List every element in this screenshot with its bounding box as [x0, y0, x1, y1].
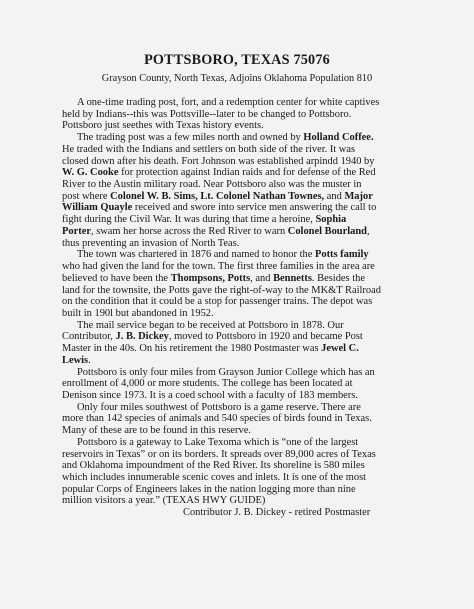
- text-run: Denison since 1973. It is a coed school with a faculty of 183 members.: [62, 389, 358, 401]
- text-line: [62, 437, 422, 449]
- text-line: [62, 425, 422, 437]
- text-run: enrollment of 4,000 or more students. The college has been located at: [62, 378, 353, 390]
- text-run: believed to have been the: [62, 272, 171, 284]
- bold-name: Sophia: [315, 214, 347, 226]
- text-run: and: [324, 190, 345, 202]
- bold-name: Colonel Bourland: [287, 225, 367, 237]
- contributor-signature: [62, 507, 422, 519]
- text-line: [62, 355, 422, 367]
- bold-name: Porter: [62, 225, 91, 237]
- text-run: fight during the Civil War. It was during that time a heroine,: [62, 214, 316, 226]
- text-line: [62, 378, 422, 390]
- text-run: Pottsboro is only four miles from Grayson Junior College which has an: [77, 366, 375, 378]
- text-line: [62, 226, 422, 238]
- text-run: thus preventing an invasion of North Teas.: [62, 237, 240, 249]
- text-line: [62, 97, 422, 109]
- page-subtitle: Grayson County, North Texas, Adjoins Oklahoma Population 810: [101, 73, 373, 84]
- bold-name: J. B. Dickey: [115, 331, 169, 343]
- text-line: [62, 449, 422, 461]
- text-line: [62, 495, 422, 507]
- bold-name: Lewis: [62, 354, 89, 366]
- text-run: land for the townsite, the Potts gave the right-of-way to the MK&T Railroad: [62, 284, 381, 296]
- text-line: [62, 191, 422, 203]
- article-body: [62, 97, 422, 519]
- page-title: POTTSBORO, TEXAS 75076: [144, 52, 330, 68]
- text-line: [62, 120, 422, 132]
- text-line: [62, 285, 422, 297]
- text-line: [62, 167, 422, 179]
- text-run: post where: [62, 190, 111, 202]
- text-line: [62, 484, 422, 496]
- text-run: and Oklahoma impoundment of the Red River. Its shoreline is 580 miles: [62, 460, 365, 472]
- text-line: [62, 390, 422, 402]
- text-run: reservoirs in Texas” or on its borders. It spreads over 89,000 acres of Texas: [62, 448, 376, 460]
- bold-name: Colonel W. B. Sims, Lt. Colonel Nathan Townes,: [110, 190, 325, 202]
- text-line: [62, 273, 422, 285]
- text-run: on the condition that it could be a stop for passenger trains. The depot was: [62, 296, 373, 308]
- text-line: [62, 413, 422, 425]
- text-run: popular Corps of Engineers lakes in the nation logging more than nine: [62, 483, 356, 495]
- text-line: [62, 460, 422, 472]
- text-run: A one-time trading post, fort, and a redemption center for white captives: [77, 97, 380, 108]
- text-line: [62, 249, 422, 261]
- text-run: Contributor,: [62, 331, 116, 343]
- text-run: who had given the land for the town. The first three families in the area are: [62, 261, 375, 273]
- text-run: Pottsboro just seethes with Texas history events.: [62, 120, 264, 132]
- text-line: [62, 109, 422, 121]
- text-line: [62, 472, 422, 484]
- text-line: [62, 331, 422, 343]
- text-run: The mail service began to be received at Pottsboro in 1878. Our: [77, 319, 344, 331]
- text-run: Many of these are to be found in this reserve.: [62, 425, 251, 437]
- text-line: [62, 261, 422, 273]
- text-line: [62, 343, 422, 355]
- text-line: [62, 296, 422, 308]
- text-run: held by Indians--this was Pottsville--later to be changed to Pottsboro.: [62, 108, 352, 120]
- text-run: which includes innumerable scenic coves and inlets. It is one of the most: [62, 472, 367, 483]
- bold-name: W. G. Cooke: [62, 167, 119, 179]
- text-run: He traded with the Indians and settlers on both side of the river. It was: [62, 143, 356, 155]
- text-run: , moved to Pottsboro in 1920 and became Post: [168, 331, 363, 343]
- text-run: ,: [366, 225, 370, 237]
- text-line: [62, 144, 422, 156]
- bold-name: Jewel C.: [321, 343, 359, 355]
- text-line: [62, 214, 422, 226]
- text-run: , swam her horse across the Red River to warn: [90, 225, 288, 237]
- text-line: [62, 238, 422, 250]
- text-line: [62, 308, 422, 320]
- text-run: .: [88, 354, 91, 366]
- text-line: [62, 320, 422, 332]
- bold-name: Thompsons, Potts: [170, 272, 251, 284]
- text-run: Contributor J. B. Dickey - retired Postmaster: [183, 507, 371, 519]
- text-run: The trading post was a few miles north and owned by: [77, 132, 304, 144]
- bold-name: Bennetts: [273, 272, 312, 284]
- text-line: [62, 179, 422, 191]
- bold-name: Major: [344, 190, 373, 202]
- text-line: [62, 202, 422, 214]
- text-line: [62, 367, 422, 379]
- text-run: The town was chartered in 1876 and named to honor the: [77, 249, 315, 261]
- bold-name: William Quayle: [62, 202, 133, 214]
- text-run: Pottsboro is a gateway to Lake Texoma which is “one of the largest: [77, 436, 359, 448]
- text-run: received and swore into service men answering the call to: [132, 202, 377, 214]
- bold-name: Holland Coffee.: [303, 132, 374, 144]
- text-line: [62, 132, 422, 144]
- text-run: for protection against Indian raids and for defense of the Red: [118, 167, 376, 179]
- text-run: River to the Austin military road. Near Pottsboro also was the muster in: [62, 179, 362, 191]
- text-run: built in 190l but abandoned in 1952.: [62, 307, 214, 319]
- text-run: . Besides the: [311, 272, 365, 284]
- text-run: more than 142 species of animals and 540 species of birds found in Texas.: [62, 413, 372, 425]
- text-run: closed down after his death. Fort Johnson was established arpindd 1940 by: [62, 155, 375, 167]
- text-run: million visitors a year.” (TEXAS HWY GUIDE): [62, 495, 266, 507]
- bold-name: Potts family: [314, 249, 369, 261]
- text-run: Master in the 40s. On his retirement the 1980 Postmaster was: [62, 343, 322, 355]
- text-line: [62, 156, 422, 168]
- text-run: Only four miles southwest of Pottsboro is a game reserve. There are: [77, 401, 361, 413]
- text-run: , and: [250, 272, 274, 284]
- text-line: [62, 402, 422, 414]
